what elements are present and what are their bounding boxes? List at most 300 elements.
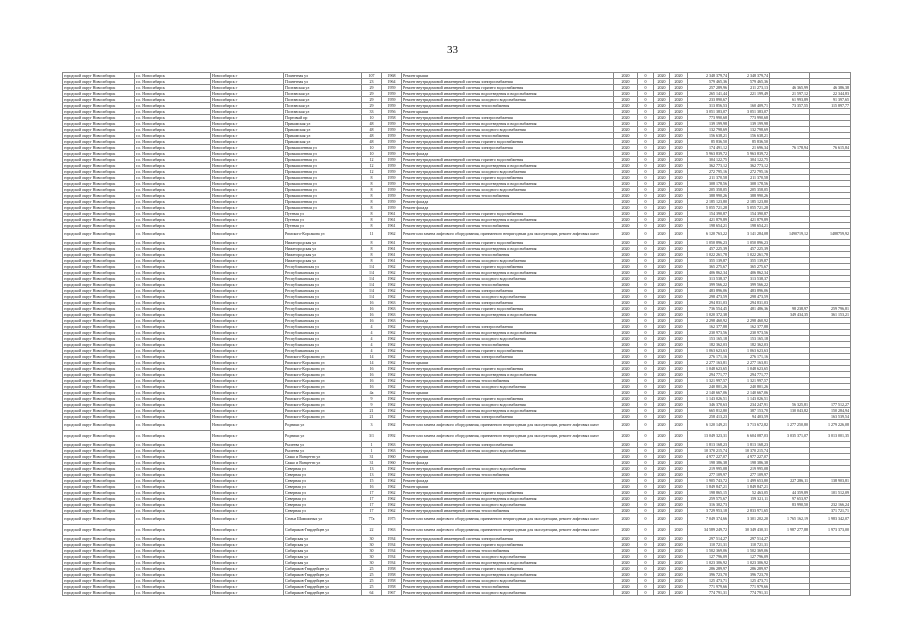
table-cell: 211 370,58: [688, 175, 729, 181]
table-cell: 13: [362, 466, 382, 472]
table-cell: 85 836,50: [729, 139, 770, 145]
table-cell: 2020: [614, 366, 638, 372]
table-cell: 1962: [382, 420, 402, 431]
table-cell: 2020: [614, 478, 638, 484]
table-cell: г.о. Новосибирск: [135, 181, 211, 187]
table-cell: 2020: [654, 572, 670, 578]
table-cell: 3/1: [362, 431, 382, 442]
table-cell: 2020: [654, 103, 670, 109]
table-cell: Полтавская ул: [284, 103, 362, 109]
table-cell: г.о. Новосибирск: [135, 384, 211, 390]
table-cell: городской округ Новосибирск: [63, 300, 135, 306]
table-cell: Новосибирск г: [211, 127, 284, 133]
table-cell: 1 905 743,72: [688, 478, 729, 484]
table-cell: 0: [638, 354, 654, 360]
table-cell: 110 721,31: [729, 542, 770, 548]
table-cell: 2020: [614, 169, 638, 175]
table-cell: 2020: [670, 442, 688, 448]
table-cell: 294 831,03: [688, 300, 729, 306]
table-cell: 0: [638, 223, 654, 229]
table-cell: 2020: [654, 181, 670, 187]
table-cell: 2020: [654, 460, 670, 466]
table-cell: Северная ул: [284, 472, 362, 478]
table-cell: г.о. Новосибирск: [135, 109, 211, 115]
table-cell: 21 696,34: [729, 145, 770, 151]
table-row: [63, 431, 851, 442]
table-cell: г.о. Новосибирск: [135, 590, 211, 596]
table-cell: 2020: [654, 211, 670, 217]
table-cell: 0: [638, 85, 654, 91]
table-cell: Сибиряков-Гвардейцев ул: [284, 566, 362, 572]
table-cell: Новосибирск г: [211, 342, 284, 348]
table-cell: 0: [638, 560, 654, 566]
table-cell: 25: [362, 578, 382, 584]
table-cell: городской округ Новосибирск: [63, 560, 135, 566]
table-cell: 308 178,56: [688, 181, 729, 187]
table-cell: Сибирская ул: [284, 536, 362, 542]
table-cell: 2020: [670, 73, 688, 79]
table-cell: Новосибирск г: [211, 240, 284, 246]
table-cell: 16: [362, 312, 382, 318]
table-cell: Ремонт внутридомовой инженерной системы электроснабжения: [402, 115, 614, 121]
table-cell: 2 140 667,06: [688, 390, 729, 396]
table-cell: Римского-Корсакова ул: [284, 396, 362, 402]
table-cell: 21: [362, 408, 382, 414]
table-cell: Ремонт внутридомовой инженерной системы водоотведения и водоснабжения: [402, 312, 614, 318]
table-cell: городской округ Новосибирск: [63, 590, 135, 596]
table-cell: 1961: [382, 211, 402, 217]
table-cell: 0: [638, 442, 654, 448]
table-cell: 355 139,87: [729, 258, 770, 264]
table-cell: Новосибирск г: [211, 133, 284, 139]
table-cell: г.о. Новосибирск: [135, 240, 211, 246]
table-cell: 132 798,69: [729, 127, 770, 133]
table-cell: Новосибирск г: [211, 402, 284, 408]
table-cell: 0: [638, 270, 654, 276]
table-cell: 396 723,70: [729, 572, 770, 578]
table-cell: Новосибирск г: [211, 163, 284, 169]
table-cell: 0: [638, 300, 654, 306]
table-cell: городской округ Новосибирск: [63, 366, 135, 372]
table-cell: 10: [362, 145, 382, 151]
table-cell: 1961: [382, 246, 402, 252]
table-cell: Римского-Корсакова ул: [284, 390, 362, 396]
table-cell: Римского-Корсакова ул: [284, 408, 362, 414]
table-cell: Семьи Шамшиных ул: [284, 514, 362, 525]
table-cell: городской округ Новосибирск: [63, 442, 135, 448]
table-cell: Ремонт внутридомовой инженерной системы теплоснабжения: [402, 584, 614, 590]
table-cell: Родники ул: [284, 420, 362, 431]
table-cell: 2020: [654, 360, 670, 366]
table-cell: 85 836,50: [688, 139, 729, 145]
table-cell: 579 465,36: [729, 79, 770, 85]
table-cell: городской округ Новосибирск: [63, 525, 135, 536]
table-cell: Республиканская ул: [284, 276, 362, 282]
table-cell: Ремонт внутридомовой инженерной системы горячего водоснабжения: [402, 85, 614, 91]
table-cell: Новосибирск г: [211, 378, 284, 384]
table-cell: 0: [638, 91, 654, 97]
table-cell: 2020: [654, 578, 670, 584]
table-cell: Ремонт внутридомовой инженерной системы горячего водоснабжения: [402, 348, 614, 354]
table-cell: 2020: [654, 420, 670, 431]
table-cell: Республиканская ул: [284, 348, 362, 354]
table-cell: 101 512,09: [810, 490, 851, 496]
table-cell: 2020: [654, 133, 670, 139]
table-cell: 2020: [654, 127, 670, 133]
table-cell: 0: [638, 342, 654, 348]
table-body: [63, 73, 851, 596]
table-cell: 2 277 163,81: [729, 360, 770, 366]
table-cell: Ремонт внутридомовой инженерной системы электроснабжения: [402, 414, 614, 420]
table-cell: 0: [638, 151, 654, 157]
table-cell: Римского-Корсакова ул: [284, 366, 362, 372]
table-cell: 2020: [654, 484, 670, 490]
table-cell: Северная ул: [284, 508, 362, 514]
table-cell: 1934: [382, 536, 402, 542]
table-cell: г.о. Новосибирск: [135, 431, 211, 442]
table-cell: 2020: [670, 414, 688, 420]
table-cell: 29: [362, 97, 382, 103]
table-cell: г.о. Новосибирск: [135, 542, 211, 548]
table-cell: 2020: [654, 366, 670, 372]
table-cell: Ремонт крыши: [402, 484, 614, 490]
table-cell: Новосибирск г: [211, 79, 284, 85]
table-cell: 2020: [670, 554, 688, 560]
table-cell: 2020: [614, 454, 638, 460]
table-cell: 1963: [382, 306, 402, 312]
table-cell: 1 987 277,88: [770, 525, 810, 536]
table-cell: Промышленная ул: [284, 163, 362, 169]
table-cell: 1963: [382, 300, 402, 306]
table-cell: 0: [638, 548, 654, 554]
table-cell: 198 654,21: [688, 223, 729, 229]
table-cell: 457 225,39: [688, 246, 729, 252]
table-cell: 2020: [670, 578, 688, 584]
table-cell: 259 796,81: [810, 306, 851, 312]
table-cell: городской округ Новосибирск: [63, 252, 135, 258]
table-cell: 2020: [670, 354, 688, 360]
table-cell: Новосибирск г: [211, 536, 284, 542]
table-cell: 198 386,38: [729, 460, 770, 466]
table-cell: г.о. Новосибирск: [135, 342, 211, 348]
table-cell: Ремонт внутридомовой инженерной системы холодного водоснабжения: [402, 578, 614, 584]
table-cell: городской округ Новосибирск: [63, 282, 135, 288]
table-cell: 21: [362, 414, 382, 420]
table-cell: Ремонт фасада: [402, 199, 614, 205]
table-cell: 1962: [382, 360, 402, 366]
table-cell: г.о. Новосибирск: [135, 566, 211, 572]
table-cell: Новосибирск г: [211, 566, 284, 572]
table-cell: 2020: [654, 229, 670, 240]
table-cell: Республиканская ул: [284, 312, 362, 318]
table-cell: 2020: [614, 490, 638, 496]
table-cell: Римского-Корсакова ул: [284, 360, 362, 366]
table-cell: 221 199,49: [729, 91, 770, 97]
table-cell: 0: [638, 460, 654, 466]
table-cell: г.о. Новосибирск: [135, 372, 211, 378]
table-cell: г.о. Новосибирск: [135, 223, 211, 229]
table-cell: 29: [362, 85, 382, 91]
table-cell: Ремонт крыши: [402, 73, 614, 79]
table-cell: 177 512,27: [810, 402, 851, 408]
table-cell: г.о. Новосибирск: [135, 157, 211, 163]
table-cell: 2020: [614, 294, 638, 300]
table-cell: 1962: [382, 229, 402, 240]
table-cell: 272 795,16: [729, 169, 770, 175]
table-cell: 2020: [670, 151, 688, 157]
table-cell: городской округ Новосибирск: [63, 514, 135, 525]
table-cell: 2020: [654, 151, 670, 157]
table-cell: городской округ Новосибирск: [63, 169, 135, 175]
table-cell: 2020: [670, 472, 688, 478]
table-cell: 2020: [654, 109, 670, 115]
table-cell: 139 199,98: [688, 121, 729, 127]
table-cell: 2020: [654, 542, 670, 548]
table-cell: г.о. Новосибирск: [135, 324, 211, 330]
table-cell: городской округ Новосибирск: [63, 91, 135, 97]
table-cell: городской округ Новосибирск: [63, 496, 135, 502]
table-cell: 2020: [670, 342, 688, 348]
table-cell: 163 539,54: [810, 414, 851, 420]
table-cell: Ремонт или замена лифтового оборудования, признанного непригодным для эксплуатации, ремонт лифтовых шахт: [402, 431, 614, 442]
table-cell: 2020: [654, 384, 670, 390]
table-cell: Ремонт крыши: [402, 109, 614, 115]
table-cell: Ремонт внутридомовой инженерной системы холодного водоснабжения: [402, 402, 614, 408]
table-cell: г.о. Новосибирск: [135, 163, 211, 169]
table-cell: 5 963 839,72: [729, 151, 770, 157]
table-cell: Новосибирск г: [211, 318, 284, 324]
table-cell: 2020: [614, 258, 638, 264]
table-cell: Ремонт внутридомовой инженерной системы водоотведения и водоснабжения: [402, 91, 614, 97]
table-cell: 2020: [614, 560, 638, 566]
table-cell: 6 120 763,22: [688, 229, 729, 240]
table-cell: 130 043,82: [770, 408, 810, 414]
table-cell: г.о. Новосибирск: [135, 472, 211, 478]
table-cell: 2020: [614, 163, 638, 169]
table-cell: Новосибирск г: [211, 384, 284, 390]
table-cell: городской округ Новосибирск: [63, 79, 135, 85]
table-cell: 2020: [654, 205, 670, 211]
table-cell: 0: [638, 466, 654, 472]
table-cell: Полтавская ул: [284, 91, 362, 97]
table-cell: Ремонт внутридомовой инженерной системы холодного водоснабжения: [402, 502, 614, 508]
table-cell: городской округ Новосибирск: [63, 240, 135, 246]
table-cell: 0: [638, 103, 654, 109]
table-cell: 2020: [670, 252, 688, 258]
table-cell: 1959: [382, 187, 402, 193]
table-cell: 346 370,63: [688, 402, 729, 408]
table-cell: Республиканская ул: [284, 300, 362, 306]
table-cell: 25: [362, 572, 382, 578]
table-cell: 0: [638, 372, 654, 378]
table-cell: городской округ Новосибирск: [63, 378, 135, 384]
table-cell: 2020: [670, 402, 688, 408]
table-cell: 2020: [670, 490, 688, 496]
table-cell: Северная ул: [284, 502, 362, 508]
table-cell: 1 813 168,23: [688, 442, 729, 448]
table-cell: 97 653,97: [770, 496, 810, 502]
table-cell: 2020: [670, 240, 688, 246]
table-cell: Новосибирск г: [211, 276, 284, 282]
table-cell: 16: [362, 384, 382, 390]
table-cell: г.о. Новосибирск: [135, 354, 211, 360]
table-cell: Новосибирск г: [211, 199, 284, 205]
table-cell: 6 120 149,21: [688, 420, 729, 431]
table-cell: 1958: [382, 566, 402, 572]
table-cell: 1956: [382, 109, 402, 115]
table-cell: 0: [638, 390, 654, 396]
table-cell: 272 795,16: [688, 169, 729, 175]
table-cell: городской округ Новосибирск: [63, 448, 135, 454]
table-cell: 3 051 383,07: [729, 109, 770, 115]
table-cell: 1958: [382, 584, 402, 590]
table-cell: 2020: [614, 73, 638, 79]
table-cell: Республиканская ул: [284, 318, 362, 324]
table-cell: 2020: [670, 584, 688, 590]
capital-repair-table: [62, 72, 851, 596]
table-cell: 2020: [614, 306, 638, 312]
table-cell: 1961: [382, 217, 402, 223]
table-cell: 2020: [614, 229, 638, 240]
table-cell: 2020: [614, 193, 638, 199]
table-cell: 22: [362, 525, 382, 536]
table-cell: г.о. Новосибирск: [135, 348, 211, 354]
table-cell: 16: [362, 306, 382, 312]
table-cell: 1 023 306,92: [729, 560, 770, 566]
table-cell: 2020: [670, 366, 688, 372]
table-cell: Сакко и Ванцетти ул: [284, 454, 362, 460]
table-cell: 234 247,91: [729, 402, 770, 408]
table-cell: городской округ Новосибирск: [63, 97, 135, 103]
table-cell: Новосибирск г: [211, 312, 284, 318]
table-cell: 127 796,09: [688, 554, 729, 560]
table-cell: 2020: [670, 294, 688, 300]
table-cell: городской округ Новосибирск: [63, 484, 135, 490]
table-cell: 2020: [614, 246, 638, 252]
table-cell: 198 386,38: [688, 460, 729, 466]
table-cell: Новосибирск г: [211, 336, 284, 342]
table-cell: г.о. Новосибирск: [135, 205, 211, 211]
table-cell: 12: [362, 163, 382, 169]
table-cell: 3 713 672,82: [729, 420, 770, 431]
table-cell: 2020: [654, 514, 670, 525]
table-cell: 2020: [654, 175, 670, 181]
table-cell: 0: [638, 324, 654, 330]
table-cell: городской округ Новосибирск: [63, 223, 135, 229]
table-cell: 4: [362, 330, 382, 336]
table-cell: 0: [638, 525, 654, 536]
table-cell: Новосибирск г: [211, 472, 284, 478]
table-cell: г.о. Новосибирск: [135, 402, 211, 408]
table-cell: 0: [638, 472, 654, 478]
table-cell: Планетная ул: [284, 79, 362, 85]
table-cell: 2020: [654, 454, 670, 460]
table-cell: г.о. Новосибирск: [135, 133, 211, 139]
table-cell: 4: [362, 342, 382, 348]
table-cell: 0: [638, 336, 654, 342]
table-cell: 16: [362, 300, 382, 306]
table-cell: 1962: [382, 408, 402, 414]
table-cell: 232 166,24: [810, 502, 851, 508]
table-cell: 2020: [654, 508, 670, 514]
table-cell: 2020: [654, 378, 670, 384]
table-cell: 2020: [670, 431, 688, 442]
table-cell: Ремонт внутридомовой инженерной системы водоотведения и водоснабжения: [402, 121, 614, 127]
table-cell: 211 273,13: [729, 85, 770, 91]
table-cell: 2020: [614, 115, 638, 121]
table-cell: 2020: [654, 157, 670, 163]
table-cell: Ремонт внутридомовой инженерной системы горячего водоснабжения: [402, 139, 614, 145]
table-cell: Новосибирск г: [211, 554, 284, 560]
table-cell: 0: [638, 490, 654, 496]
table-cell: г.о. Новосибирск: [135, 169, 211, 175]
table-cell: 14: [362, 360, 382, 366]
table-cell: 0: [638, 163, 654, 169]
table-cell: 2020: [654, 294, 670, 300]
table-cell: 2020: [670, 79, 688, 85]
table-cell: Промышленная ул: [284, 157, 362, 163]
table-cell: Новосибирск г: [211, 590, 284, 596]
table-cell: 2020: [654, 324, 670, 330]
table-cell: городской округ Новосибирск: [63, 460, 135, 466]
table-cell: Нижегородская ул: [284, 246, 362, 252]
table-cell: Новосибирск г: [211, 502, 284, 508]
table-cell: 8: [362, 181, 382, 187]
table-cell: 29: [362, 91, 382, 97]
table-cell: 2020: [614, 217, 638, 223]
table-cell: 483 896,06: [729, 288, 770, 294]
table-cell: городской округ Новосибирск: [63, 276, 135, 282]
table-cell: г.о. Новосибирск: [135, 229, 211, 240]
table-row: [63, 420, 851, 431]
table-cell: 1964: [382, 79, 402, 85]
table-cell: 2020: [614, 372, 638, 378]
table-cell: 0: [638, 181, 654, 187]
table-cell: 7 049 374,66: [688, 514, 729, 525]
table-cell: 2020: [654, 554, 670, 560]
table-cell: 396 723,70: [688, 572, 729, 578]
table-cell: городской округ Новосибирск: [63, 139, 135, 145]
table-cell: 2020: [654, 336, 670, 342]
table-cell: Ремонт внутридомовой инженерной системы теплоснабжения: [402, 548, 614, 554]
table-cell: 2020: [670, 484, 688, 490]
table-cell: г.о. Новосибирск: [135, 258, 211, 264]
table-cell: Новосибирск г: [211, 414, 284, 420]
table-cell: 297 514,27: [688, 536, 729, 542]
table-cell: 2020: [614, 223, 638, 229]
table-cell: 0: [638, 584, 654, 590]
table-cell: 2020: [654, 169, 670, 175]
table-cell: 0: [638, 318, 654, 324]
table-cell: 5 963 839,72: [688, 151, 729, 157]
table-cell: 0: [638, 217, 654, 223]
table-cell: 2020: [614, 199, 638, 205]
table-cell: Новосибирск г: [211, 330, 284, 336]
table-cell: 13: [362, 472, 382, 478]
table-cell: Ремонт внутридомовой инженерной системы водоотведения и водоснабжения: [402, 181, 614, 187]
table-cell: Новосибирск г: [211, 187, 284, 193]
table-cell: 77а: [362, 514, 382, 525]
table-cell: г.о. Новосибирск: [135, 496, 211, 502]
table-cell: 0: [638, 454, 654, 460]
table-cell: 17: [362, 490, 382, 496]
table-cell: 2020: [670, 306, 688, 312]
table-cell: городской округ Новосибирск: [63, 372, 135, 378]
table-cell: 1960: [382, 454, 402, 460]
table-cell: городской округ Новосибирск: [63, 360, 135, 366]
table-cell: 2020: [614, 508, 638, 514]
table-cell: 91 397,65: [810, 97, 851, 103]
